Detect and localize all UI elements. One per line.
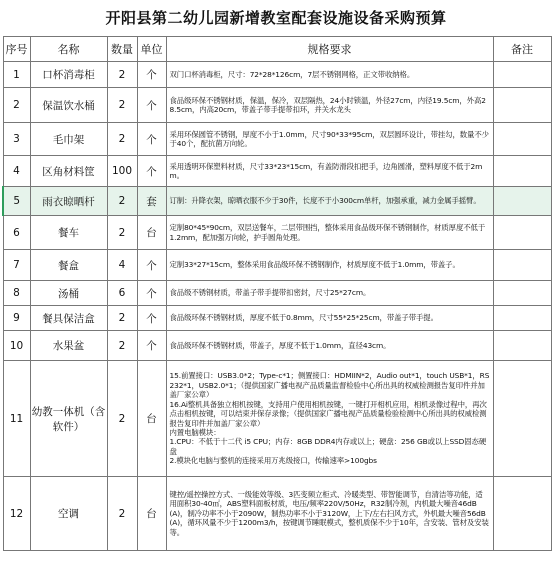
row-note — [493, 250, 551, 281]
table-row — [3, 156, 551, 187]
row-quantity: 2 — [107, 306, 137, 331]
row-name: 毛巾架 — [30, 123, 107, 156]
table-row — [3, 216, 551, 250]
row-index: 1 — [3, 62, 30, 88]
row-index: 6 — [3, 216, 30, 250]
row-spec: 定制33*27*15cm，整体采用食品级环保不锈钢制作，材质厚度不低于1.0mm，带盖子。 — [166, 250, 493, 281]
row-index: 8 — [3, 281, 30, 306]
row-name: 空调 — [30, 477, 107, 551]
row-note — [493, 477, 551, 551]
row-spec: 定制80*45*90cm，双层送餐车，二层带围挡，整体采用食品级环保不锈钢制作，材质厚度不低于1.2mm，配加强万向轮，护手圆角处理。 — [166, 216, 493, 250]
row-spec: 食品级环保不锈钢材质，带盖子，厚度不低于1.0mm，直径43cm。 — [166, 331, 493, 361]
row-name: 水果盆 — [30, 331, 107, 361]
row-quantity: 2 — [107, 477, 137, 551]
row-unit: 台 — [137, 477, 166, 551]
row-name: 汤桶 — [30, 281, 107, 306]
row-note — [493, 281, 551, 306]
row-unit: 个 — [137, 156, 166, 187]
table-row — [3, 477, 551, 551]
procurement-table — [2, 36, 552, 551]
table-row — [3, 250, 551, 281]
row-quantity: 2 — [107, 187, 137, 216]
row-index: 12 — [3, 477, 30, 551]
row-unit: 台 — [137, 216, 166, 250]
row-unit: 个 — [137, 62, 166, 88]
row-spec: 15.前置接口：USB3.0*2；Type-c*1；侧置接口：HDMIIN*2，Audio out*1，touch USB*1，RS232*1，USB2.0*1；（提供国家广播电视产品质量监督检验中心所出具的权威检测报告复印件并加盖厂家公章） 16.Ai整机具备独立相机按键，支持用户使用相机按键，一键打开相机应用，相机录像过程中，再次点击相机按键，可以结束并保存录像；（提供国家广播电视产品质量检验检测中心所出具的权威检测报告复印件并加盖厂家公章） 内置电脑模块： 1.CPU：不低于十二代 i5 CPU；内存：8GB DDR4内存或以上；硬盘：256 GB或以上SSD固态硬盘 2.模块化电脑与整机的连接采用万兆级接口，传输速率>100gbs — [166, 361, 493, 477]
row-name: 保温饮水桶 — [30, 88, 107, 123]
row-quantity: 100 — [107, 156, 137, 187]
row-unit: 个 — [137, 306, 166, 331]
row-spec: 食品级环保不锈钢材质，保温，保冷，双层隔热，24小时锁温，外径27cm，内径19.5cm，外高28.5cm，内高20cm，带盖子带手提带扣环，并关水龙头 — [166, 88, 493, 123]
row-spec: 双门口杯消毒柜，尺寸：72*28*126cm，7层不锈钢网格，正文带收纳格。 — [166, 62, 493, 88]
table-row — [3, 361, 551, 477]
row-index: 9 — [3, 306, 30, 331]
header-quantity: 数量 — [107, 37, 137, 62]
header-index: 序号 — [3, 37, 30, 62]
row-spec: 食品级不锈钢材质，带盖子带手提带扣密封，尺寸25*27cm。 — [166, 281, 493, 306]
table-row — [3, 88, 551, 123]
table-row — [3, 123, 551, 156]
row-note — [493, 88, 551, 123]
row-spec: 采用环保圆管不锈钢，厚度不小于1.0mm，尺寸90*33*95cm，双层圆环设计，带挂勾，数量不少于40个，配抗菌万向轮。 — [166, 123, 493, 156]
row-note — [493, 156, 551, 187]
table-row — [3, 306, 551, 331]
table-row — [3, 62, 551, 88]
row-index: 2 — [3, 88, 30, 123]
header-note: 备注 — [493, 37, 551, 62]
row-index: 10 — [3, 331, 30, 361]
row-unit: 台 — [137, 361, 166, 477]
table-row — [3, 281, 551, 306]
header-spec: 规格要求 — [166, 37, 493, 62]
row-note — [493, 216, 551, 250]
row-unit: 套 — [137, 187, 166, 216]
row-index: 7 — [3, 250, 30, 281]
row-name: 餐车 — [30, 216, 107, 250]
row-name: 区角材料筐 — [30, 156, 107, 187]
row-name: 幼教一体机（含软件） — [30, 361, 107, 477]
row-name: 餐盒 — [30, 250, 107, 281]
table-row — [3, 331, 551, 361]
row-name: 雨衣晾晒杆 — [30, 187, 107, 216]
page-title: 开阳县第二幼儿园新增教室配套设施设备采购预算 — [105, 9, 447, 27]
row-index: 5 — [3, 187, 30, 216]
row-index: 11 — [3, 361, 30, 477]
row-note — [493, 187, 551, 216]
row-unit: 个 — [137, 88, 166, 123]
row-quantity: 2 — [107, 361, 137, 477]
row-note — [493, 123, 551, 156]
row-quantity: 2 — [107, 88, 137, 123]
row-name: 口杯消毒柜 — [30, 62, 107, 88]
row-note — [493, 306, 551, 331]
row-note — [493, 361, 551, 477]
table-row-selected[interactable] — [3, 187, 551, 216]
row-name: 餐具保洁盒 — [30, 306, 107, 331]
row-spec: 食品级环保不锈钢材质，厚度不低于0.8mm，尺寸55*25*25cm，带盖子带手提。 — [166, 306, 493, 331]
row-spec: 采用透明环保塑料材质，尺寸33*23*15cm，有盖防滑段扣把手，边角圆滑，塑料厚度不低于2mm。 — [166, 156, 493, 187]
row-quantity: 2 — [107, 62, 137, 88]
row-spec: 订制：升降衣架，晾晒衣服不少于30件，长度不于小300cm单杆，加强承重，减力金属手摇臂。 — [166, 187, 493, 216]
row-unit: 个 — [137, 250, 166, 281]
row-note — [493, 331, 551, 361]
row-quantity: 6 — [107, 281, 137, 306]
table-header-row — [3, 37, 551, 62]
header-unit: 单位 — [137, 37, 166, 62]
row-unit: 个 — [137, 281, 166, 306]
row-note — [493, 62, 551, 88]
row-spec: 键控/遥控操控方式、一级能效等级、3匹变频立柜式、冷暖类型、带智能调节，自清洁等功能，适用面积30-40㎡，ABS塑料面板材质，电压/频率220V/50Hz，R32制冷剂，内机最大噪音46dB(A)，制冷功率不小于2090W，制热功率不小于3120W，上下/左右扫风方式，外机最大噪音56dB(A)，循环风量不少于1200m3/h，按键调节睡眠模式，整机质保不少于10年，含安装、管材及安装等。 — [166, 477, 493, 551]
row-quantity: 2 — [107, 123, 137, 156]
row-quantity: 2 — [107, 331, 137, 361]
row-quantity: 4 — [107, 250, 137, 281]
row-unit: 个 — [137, 331, 166, 361]
row-unit: 个 — [137, 123, 166, 156]
row-quantity: 2 — [107, 216, 137, 250]
row-index: 3 — [3, 123, 30, 156]
header-name: 名称 — [30, 37, 107, 62]
row-index: 4 — [3, 156, 30, 187]
